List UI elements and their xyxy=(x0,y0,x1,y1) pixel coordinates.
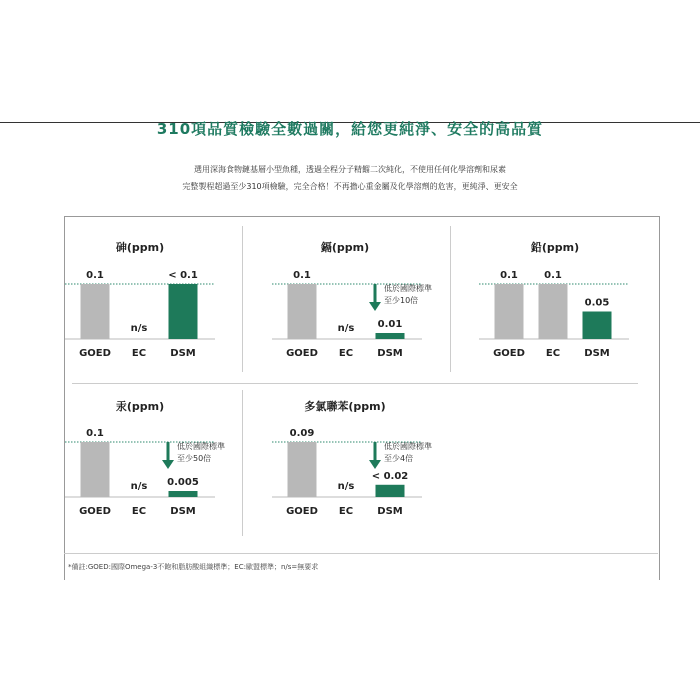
data-label: < 0.1 xyxy=(168,270,198,281)
chart-title: 鎘(ppm) xyxy=(320,241,370,254)
subtitle-line-2: 完整製程超過至少310項檢驗，完全合格！不再擔心重金屬及化學溶劑的危害，更純淨、更安全 xyxy=(182,182,518,191)
category-label: DSM xyxy=(377,506,403,517)
annotation-text: 低於國際標準 xyxy=(384,442,432,451)
annotation-text: 低於國際標準 xyxy=(384,284,432,293)
category-label: DSM xyxy=(584,348,610,359)
data-label: 0.1 xyxy=(544,270,562,281)
chart-title: 鉛(ppm) xyxy=(530,241,580,254)
data-label: 0.1 xyxy=(86,270,104,281)
data-label: 0.1 xyxy=(500,270,518,281)
bar-dsm xyxy=(169,491,198,497)
data-label: n/s xyxy=(130,481,148,492)
category-label: GOED xyxy=(286,348,318,359)
category-label: DSM xyxy=(170,348,196,359)
bar-goed xyxy=(81,284,110,339)
data-label: 0.09 xyxy=(289,428,315,439)
data-label: < 0.02 xyxy=(371,470,409,482)
bar-dsm xyxy=(583,312,612,340)
category-label: GOED xyxy=(79,506,111,517)
category-label: DSM xyxy=(170,506,196,517)
category-label: GOED xyxy=(286,506,318,517)
footnote: *備註:GOED:國際Omega-3不飽和脂肪酸組織標準；EC:歐盟標準；n/s=無要求 xyxy=(68,563,319,571)
category-label: EC xyxy=(131,506,147,517)
data-label: 0.005 xyxy=(167,477,199,488)
down-arrow-head-icon xyxy=(369,460,381,469)
down-arrow-head-icon xyxy=(369,302,381,311)
down-arrow-head-icon xyxy=(162,460,174,469)
chart-title: 砷(ppm) xyxy=(115,241,165,254)
category-label: EC xyxy=(131,348,147,359)
chart-title: 多氯聯苯(ppm) xyxy=(304,400,386,413)
annotation-text: 至少10倍 xyxy=(384,296,419,305)
chart-title: 汞(ppm) xyxy=(115,400,165,413)
bar-ec xyxy=(539,284,568,339)
data-label: n/s xyxy=(337,323,355,334)
page-title: 310項品質檢驗全數過關，給您更純淨、安全的高品質 xyxy=(156,120,544,138)
category-label: EC xyxy=(338,506,354,517)
bar-goed xyxy=(288,442,317,497)
category-label: DSM xyxy=(377,348,403,359)
data-label: 0.1 xyxy=(86,428,104,439)
category-label: EC xyxy=(338,348,354,359)
data-label: n/s xyxy=(130,323,148,334)
data-label: 0.1 xyxy=(293,270,311,281)
bar-dsm xyxy=(376,485,405,497)
category-label: GOED xyxy=(79,348,111,359)
annotation-text: 低於國際標準 xyxy=(177,442,225,451)
bar-dsm xyxy=(169,284,198,339)
data-label: n/s xyxy=(337,481,355,492)
data-label: 0.01 xyxy=(377,319,403,330)
category-label: GOED xyxy=(493,348,525,359)
data-label: 0.05 xyxy=(584,297,610,309)
category-label: EC xyxy=(545,348,561,359)
bar-goed xyxy=(495,284,524,339)
bar-goed xyxy=(288,284,317,339)
subtitle-line-1: 選用深海食物鏈基層小型魚種，透過全程分子精餾二次純化，不使用任何化學溶劑和尿素 xyxy=(194,165,506,174)
annotation-text: 至少50倍 xyxy=(177,454,212,463)
bar-dsm xyxy=(376,333,405,339)
bar-goed xyxy=(81,442,110,497)
annotation-text: 至少4倍 xyxy=(384,454,414,463)
